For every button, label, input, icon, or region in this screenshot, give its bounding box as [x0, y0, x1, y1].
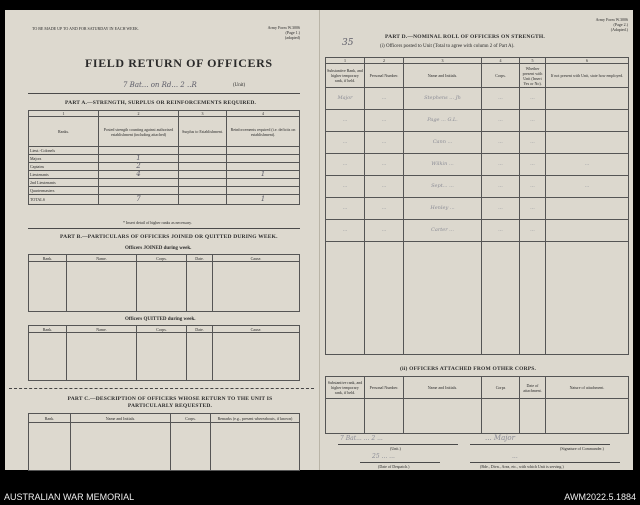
rank-cell: ... [326, 220, 365, 242]
name-cell: Carter ... [404, 220, 482, 242]
surplus-value [179, 171, 227, 179]
number-cell: ... [365, 88, 404, 110]
empty-cell [187, 262, 213, 312]
credit-accession: AWM2022.5.1884 [564, 492, 636, 502]
empty-cell [365, 399, 404, 434]
col-num: 2 [99, 111, 179, 117]
totals-surplus [179, 195, 227, 205]
posted-subheading: (i) Officers posted to Unit (Total to agree with column 2 of Part A). [380, 44, 515, 49]
form-number [245, 25, 300, 40]
rank-cell: ... [326, 110, 365, 132]
col-employed-header: If not present with Unit, state how employed. [546, 64, 629, 88]
form-page-text: (Page 1.) [285, 30, 300, 35]
note-cell: ... [546, 176, 629, 198]
posted-value [99, 179, 179, 187]
col-num: 5 [520, 58, 546, 64]
quitted-title: Officers QUITTED during week. [125, 317, 196, 322]
empty-cell [67, 262, 137, 312]
reinf-value [227, 187, 300, 195]
corps-cell: ... [482, 110, 520, 132]
signature-unit-label: (Unit.) [390, 446, 401, 451]
number-cell: ... [365, 110, 404, 132]
col-num: 4 [227, 111, 300, 117]
left-page [5, 10, 320, 470]
empty-cell [326, 399, 365, 434]
present-cell: ... [520, 198, 546, 220]
date-label: (Date of Despatch.) [378, 464, 410, 469]
empty-cell [71, 423, 171, 471]
rule [470, 462, 620, 463]
note-cell [546, 110, 629, 132]
empty-cell [365, 242, 404, 355]
part-a-heading: PART A.—STRENGTH, SURPLUS OR REINFORCEMENTS REQUIRED. [65, 100, 257, 106]
col-num: 6 [546, 58, 629, 64]
part-b-heading: PART B.—PARTICULARS OF OFFICERS JOINED OR QUITTED DURING WEEK. [60, 234, 278, 240]
reinf-value [227, 155, 300, 163]
note-cell [546, 198, 629, 220]
reinf-value: 1 [227, 171, 300, 179]
col-name-initials: Name and Initials. [71, 414, 171, 423]
col-surplus-header: Surplus to Establishment. [179, 117, 227, 147]
col-remarks: Remarks (e.g., present whereabouts, if known) [211, 414, 300, 423]
roll-row [326, 154, 629, 176]
part-c-table [28, 413, 300, 471]
col-cause: Cause. [213, 326, 300, 333]
attached-table [325, 376, 629, 434]
totals-label: TOTALS [29, 195, 99, 205]
part-d-heading: PART D.—NOMINAL ROLL OF OFFICERS ON STRENGTH. [385, 34, 545, 40]
rule [28, 228, 300, 229]
empty-cell [546, 242, 629, 355]
present-cell: ... [520, 176, 546, 198]
roll-row [326, 132, 629, 154]
note-cell [546, 88, 629, 110]
col-corps-header: Corps [482, 377, 520, 399]
totals-posted: 7 [99, 195, 179, 205]
signature-unit-hand: 7 Bat... ... 2 ... [340, 435, 383, 442]
col-num: 4 [482, 58, 520, 64]
surplus-value [179, 163, 227, 171]
rank-cell: Major [326, 88, 365, 110]
rule [470, 444, 610, 445]
right-page [320, 10, 633, 470]
rank-label: Majors [29, 155, 99, 163]
rank-cell: ... [326, 132, 365, 154]
col-rank: Rank. [29, 326, 67, 333]
part-a-table [28, 110, 300, 205]
rank-cell: ... [326, 198, 365, 220]
rank-label: 2nd Lieutenants [29, 179, 99, 187]
empty-cell [326, 242, 365, 355]
col-cause: Cause. [213, 255, 300, 262]
col-rank: Rank. [29, 255, 67, 262]
empty-cell [213, 333, 300, 381]
unit-handwritten: 7 Bat... on Rd... 2 ..R [123, 81, 197, 89]
corps-cell: ... [482, 176, 520, 198]
surplus-value [179, 147, 227, 155]
note-cell [546, 220, 629, 242]
corps-cell: ... [482, 88, 520, 110]
col-name-header: Name and Initials. [404, 64, 482, 88]
roll-row [326, 88, 629, 110]
empty-cell [137, 262, 187, 312]
joined-title: Officers JOINED during week. [125, 246, 192, 251]
col-corps-header: Corps. [482, 64, 520, 88]
present-cell: ... [520, 220, 546, 242]
col-num: 1 [29, 111, 99, 117]
col-number-header: Personal Number. [365, 377, 404, 399]
form-adapted-text: (Adapted.) [610, 27, 628, 32]
corps-cell: ... [482, 154, 520, 176]
footnote: * Insert detail of higher ranks as necessary. [123, 220, 192, 225]
rank-label: Captains [29, 163, 99, 171]
col-reinf-header: Reinforcements required (i.e. deficits on establishment). [227, 117, 300, 147]
name-cell: Page ... G.L. [404, 110, 482, 132]
note-cell: ... [546, 154, 629, 176]
cut-line [9, 388, 314, 389]
credit-institution: AUSTRALIAN WAR MEMORIAL [4, 492, 135, 502]
unit-label: (Unit) [233, 83, 246, 88]
quitted-table [28, 325, 300, 381]
reinf-value [227, 179, 300, 187]
empty-cell [482, 399, 520, 434]
area-label: (Bde., Divn., Area, etc., with which Unit is serving.) [480, 464, 564, 469]
empty-cell [482, 242, 520, 355]
col-nature-header: Nature of attachment. [546, 377, 629, 399]
empty-cell [187, 333, 213, 381]
form-number-text: Army Form W.3006 [267, 25, 300, 30]
posted-value: 1 [99, 155, 179, 163]
rank-cell: ... [326, 176, 365, 198]
empty-cell [520, 399, 546, 434]
surplus-value [179, 187, 227, 195]
commander-signature-hand: ... Major [485, 434, 515, 442]
page-title: FIELD RETURN OF OFFICERS [85, 56, 273, 70]
empty-cell [546, 399, 629, 434]
empty-cell [29, 333, 67, 381]
present-cell: ... [520, 88, 546, 110]
col-name: Name. [67, 255, 137, 262]
present-cell: ... [520, 110, 546, 132]
posted-value: 4 [99, 171, 179, 179]
empty-cell [520, 242, 546, 355]
empty-cell [137, 333, 187, 381]
rule [360, 462, 440, 463]
surplus-value [179, 179, 227, 187]
col-corps: Corps. [137, 255, 187, 262]
col-date: Date. [187, 255, 213, 262]
present-cell: ... [520, 154, 546, 176]
name-cell: Wilkin ... [404, 154, 482, 176]
stamp-number: 35 [342, 38, 354, 48]
name-cell: Stephens ... Jh [404, 88, 482, 110]
empty-cell [67, 333, 137, 381]
name-cell: Henley ... [404, 198, 482, 220]
col-ranks-header: Ranks. [29, 117, 99, 147]
number-cell: ... [365, 176, 404, 198]
empty-cell [404, 399, 482, 434]
col-date-header: Date of attachment. [520, 377, 546, 399]
empty-cell [29, 423, 71, 471]
col-corps: Corps. [137, 326, 187, 333]
area-hand: ... [512, 453, 518, 460]
col-num: 2 [365, 58, 404, 64]
form-page-text: (Page 2.) [613, 22, 628, 27]
empty-cell [211, 423, 300, 471]
totals-reinf: 1 [227, 195, 300, 205]
empty-cell [213, 262, 300, 312]
form-number-text: Army Form W.3006 [595, 17, 628, 22]
number-cell: ... [365, 154, 404, 176]
part-c-heading: PART C.—DESCRIPTION OF OFFICERS WHOSE RETURN TO THE UNIT IS PARTICULARLY REQUESTED. [67, 396, 273, 409]
name-cell: Cann ... [404, 132, 482, 154]
reinf-value [227, 147, 300, 155]
corps-cell: ... [482, 132, 520, 154]
roll-row [326, 176, 629, 198]
col-name: Name. [67, 326, 137, 333]
roll-blank-area [326, 242, 629, 355]
roll-row [326, 198, 629, 220]
corps-cell: ... [482, 220, 520, 242]
col-rank-header: Substantive Rank, and higher temporary rank, if held. [326, 64, 365, 88]
col-rank-header: Substantive rank, and higher temporary rank, if held. [326, 377, 365, 399]
form-adapted-text: (adapted) [284, 35, 300, 40]
rank-label: Lieut.-Colonels [29, 147, 99, 155]
rank-label: Quartermasters [29, 187, 99, 195]
rule [28, 93, 300, 94]
number-cell: ... [365, 220, 404, 242]
top-note: TO BE MADE UP TO AND FOR SATURDAY IN EACH WEEK. [32, 26, 139, 31]
surplus-value [179, 155, 227, 163]
empty-cell [404, 242, 482, 355]
roll-row [326, 110, 629, 132]
commander-label: (Signature of Commander.) [560, 446, 604, 451]
rank-cell: ... [326, 154, 365, 176]
attached-heading: (ii) OFFICERS ATTACHED FROM OTHER CORPS. [400, 366, 537, 372]
col-number-header: Personal Number. [365, 64, 404, 88]
note-cell [546, 132, 629, 154]
rank-label: Lieutenants [29, 171, 99, 179]
col-num: 3 [404, 58, 482, 64]
joined-table [28, 254, 300, 312]
col-posted-header: Posted strength counting against authorised establishment (including attached) [99, 117, 179, 147]
col-corps: Corps. [171, 414, 211, 423]
corps-cell: ... [482, 198, 520, 220]
number-cell: ... [365, 198, 404, 220]
empty-cell [171, 423, 211, 471]
posted-value [99, 187, 179, 195]
number-cell: ... [365, 132, 404, 154]
present-cell: ... [520, 132, 546, 154]
col-present-header: Whether present with Unit (Insert Yes or No). [520, 64, 546, 88]
empty-cell [29, 262, 67, 312]
date-hand: 25 ... ... [372, 453, 395, 460]
col-name-header: Name and Initials. [404, 377, 482, 399]
col-num: 1 [326, 58, 365, 64]
name-cell: Sept... ... [404, 176, 482, 198]
col-date: Date. [187, 326, 213, 333]
posted-value: 2 [99, 163, 179, 171]
rule [338, 444, 458, 445]
roll-row [326, 220, 629, 242]
form-number [560, 17, 628, 32]
col-num: 3 [179, 111, 227, 117]
nominal-roll-table [325, 57, 629, 355]
col-rank: Rank. [29, 414, 71, 423]
